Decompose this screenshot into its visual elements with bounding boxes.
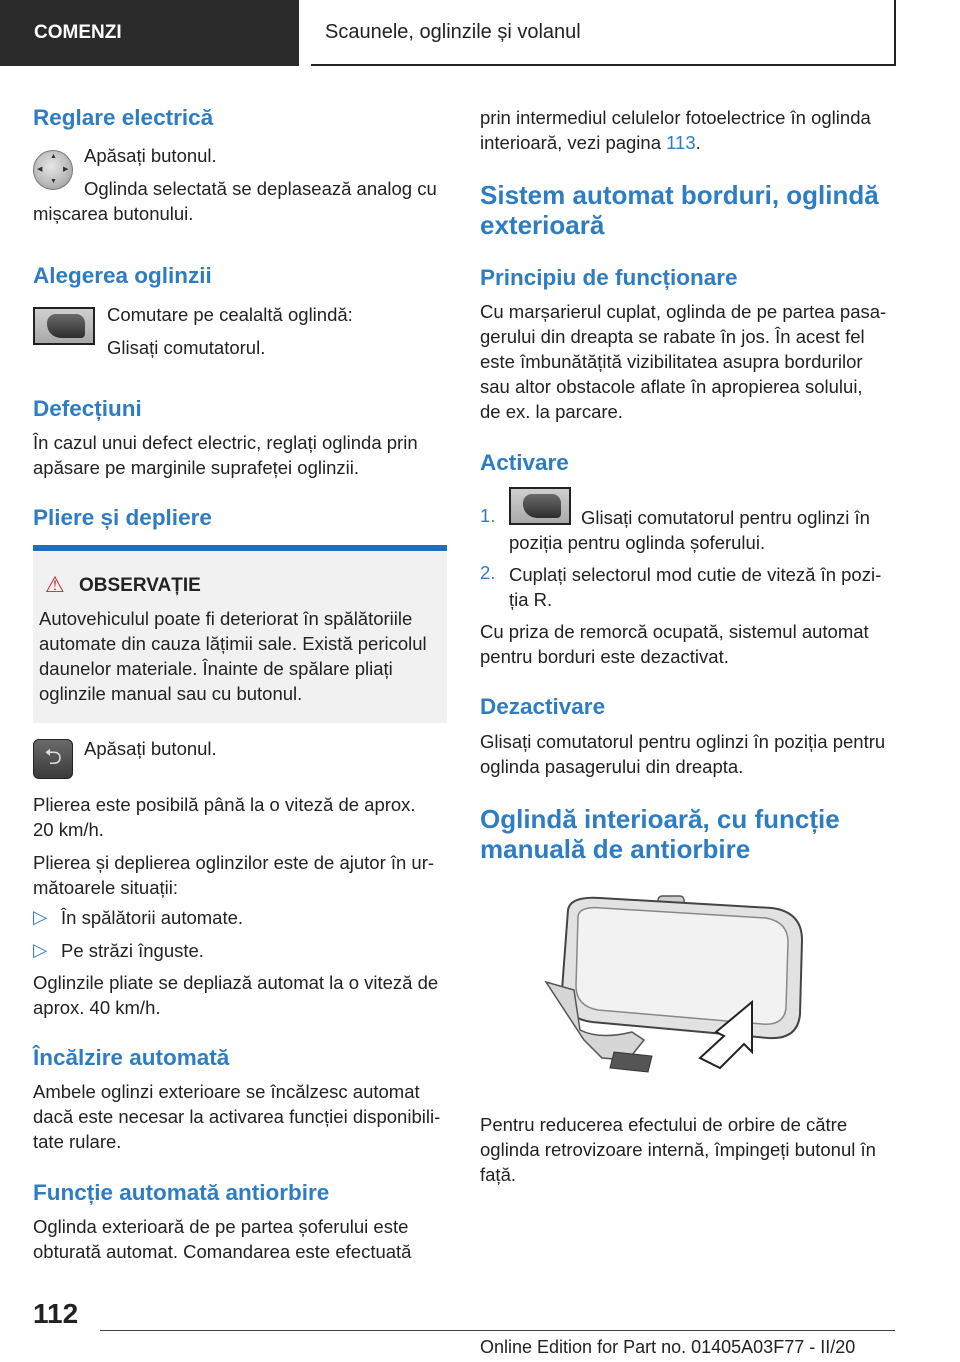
bullet-icon: ▷	[33, 906, 48, 927]
text-line: tate rulare.	[33, 1131, 122, 1152]
text-line: Cu marșarierul cuplat, oglinda de pe partea pasa-	[480, 301, 887, 322]
text-line: 20 km/h.	[33, 819, 104, 840]
chapter-title: Scaunele, oglinzile și volanul	[325, 20, 581, 43]
text-line: față.	[480, 1164, 516, 1185]
heading-antiorbire: Funcție automată antiorbire	[33, 1180, 330, 1205]
text-line: aprox. 40 km/h.	[33, 997, 161, 1018]
text-line: pentru borduri este dezactivat.	[480, 646, 729, 667]
text-line: automate din cauza lățimii sale. Există pericolul	[39, 633, 427, 654]
text-line: oglinzile manual sau cu butonul.	[39, 683, 303, 704]
text-line: sau altor obstacole aflate în apropierea solului,	[480, 376, 863, 397]
step-number: 1.	[480, 505, 496, 526]
text-line: Cu priza de remorcă ocupată, sistemul automat	[480, 621, 869, 642]
text-line: Pentru reducerea efectului de orbire de către	[480, 1114, 848, 1135]
text-span: interioară, vezi pagina	[480, 132, 667, 153]
text-line: Glisați comutatorul pentru oglinzi în	[581, 507, 870, 528]
text-line: Glisați comutatorul.	[107, 337, 266, 358]
mirror-tab	[610, 1052, 652, 1072]
heading-defectiuni: Defecțiuni	[33, 396, 142, 421]
chapter-header	[311, 0, 896, 66]
text-line: Oglinda selectată se deplasează analog cu	[84, 178, 437, 199]
rearview-mirror-illustration	[540, 890, 810, 1080]
text-line: este îmbunătățită vizibilitatea asupra bordurilor	[480, 351, 863, 372]
heading-principiu: Principiu de funcționare	[480, 265, 738, 290]
page-number: 112	[33, 1298, 79, 1329]
text-line: de ex. la parcare.	[480, 401, 623, 422]
text-line: apăsare pe marginile suprafeței oglinzii.	[33, 457, 359, 478]
text-line: Ambele oglinzi exterioare se încălzesc automat	[33, 1081, 420, 1102]
text-line: daunelor materiale. Înainte de spălare pliați	[39, 658, 393, 679]
text-line: Apăsați butonul.	[84, 145, 217, 166]
text-line: În cazul unui defect electric, reglați oglinda prin	[33, 432, 418, 453]
warning-box	[33, 545, 447, 723]
heading-line: exterioară	[480, 210, 605, 240]
text-line: Glisați comutatorul pentru oglinzi în poziția pentru	[480, 731, 886, 752]
warning-text	[39, 606, 441, 706]
text-line	[480, 130, 701, 155]
text-line: obturată automat. Comandarea este efectuată	[33, 1241, 412, 1262]
mirror-glass	[576, 908, 788, 1025]
text-line: Plierea este posibilă până la o viteză de aprox.	[33, 794, 416, 815]
section-label: COMENZI	[34, 22, 122, 43]
text-line: Apăsați butonul.	[84, 738, 217, 759]
heading-oglinda	[480, 804, 840, 864]
text-line: poziția pentru oglinda șoferului.	[509, 532, 766, 553]
text-line: prin intermediul celulelor fotoelectrice în oglinda	[480, 107, 871, 128]
heading-line: Sistem automat borduri, oglindă	[480, 180, 879, 210]
heading-alegere: Alegerea oglinzii	[33, 263, 212, 288]
warning-icon: ⚠	[45, 572, 65, 597]
text-line: oglinda pasagerului din dreapta.	[480, 756, 744, 777]
mirror-switch-icon	[509, 487, 571, 525]
heading-dezactivare: Dezactivare	[480, 694, 606, 719]
mirror-switch-icon	[33, 307, 95, 345]
heading-line: manuală de antiorbire	[480, 834, 751, 864]
bullet-icon: ▷	[33, 939, 48, 960]
heading-pliere: Pliere și depliere	[33, 505, 212, 530]
text-line: dacă este necesar la activarea funcției disponibili-	[33, 1106, 441, 1127]
text-span: .	[695, 132, 701, 153]
heading-incalzire: Încălzire automată	[33, 1045, 230, 1070]
text-line: Cuplați selectorul mod cutie de viteză în pozi-	[509, 564, 882, 585]
step-number: 2.	[480, 562, 496, 583]
mirror-joystick-icon: ▲ ▼ ◀ ▶	[33, 150, 73, 190]
heading-line: Oglindă interioară, cu funcție	[480, 804, 840, 834]
heading-activare: Activare	[480, 450, 569, 475]
text-line: oglinda retrovizoare internă, împingeți butonul în	[480, 1139, 876, 1160]
list-item: Pe străzi înguste.	[61, 940, 204, 961]
heading-reglare: Reglare electrică	[33, 105, 214, 130]
text-line: Comutare pe cealaltă oglindă:	[107, 304, 353, 325]
footer-divider	[100, 1330, 895, 1331]
text-line: Autovehiculul poate fi deteriorat în spălătoriile	[39, 608, 413, 629]
mirror-fold-icon: ⮌	[33, 739, 73, 779]
heading-sistem	[480, 180, 879, 240]
text-line: ția R.	[509, 589, 553, 610]
page-link[interactable]: 113	[666, 132, 696, 153]
text-line: Oglinzile pliate se depliază automat la o viteză de	[33, 972, 439, 993]
text-line: gerului din dreapta se rabate în jos. În acest fel	[480, 326, 865, 347]
warning-title: OBSERVAȚIE	[79, 575, 201, 596]
list-item: În spălătorii automate.	[61, 907, 244, 928]
text-line: mișcarea butonului.	[33, 203, 194, 224]
text-line: mătoarele situații:	[33, 877, 178, 898]
edition-label: Online Edition for Part no. 01405A03F77 - II/20	[480, 1337, 856, 1357]
text-line: Plierea și deplierea oglinzilor este de ajutor în ur-	[33, 852, 435, 873]
section-tab	[0, 0, 299, 66]
text-line: Oglinda exterioară de pe partea șoferului este	[33, 1216, 409, 1237]
